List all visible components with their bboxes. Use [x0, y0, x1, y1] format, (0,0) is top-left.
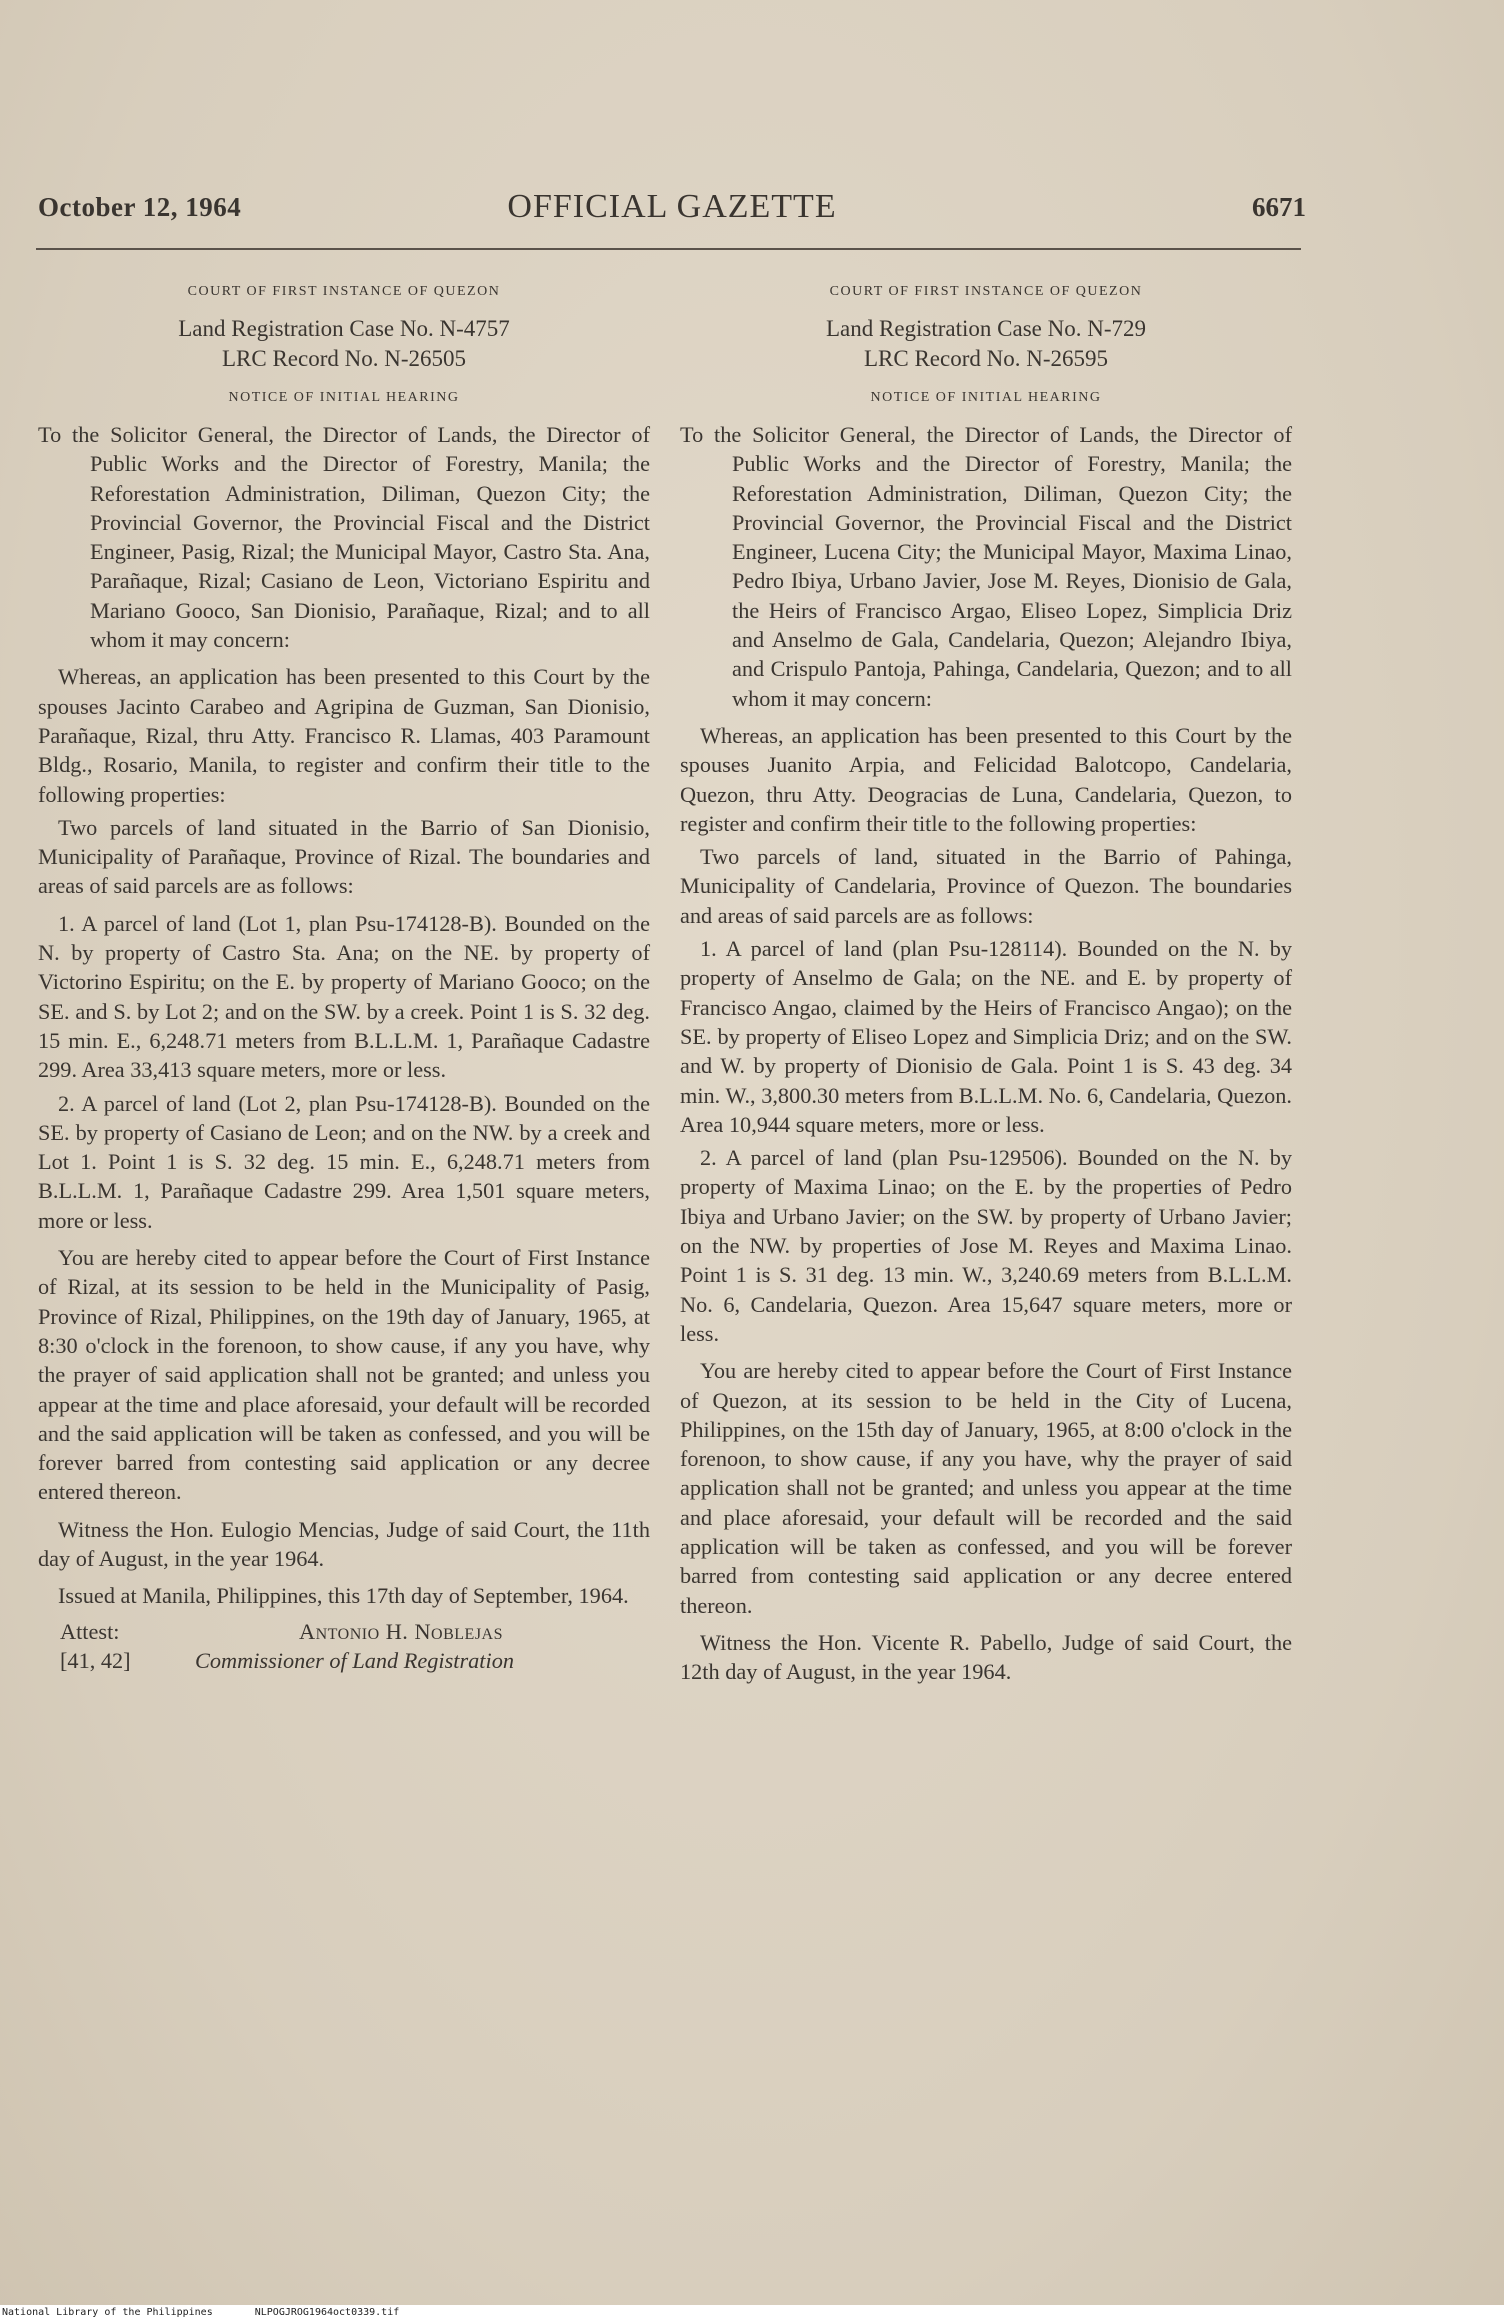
body-paragraph: Whereas, an application has been presented to this Court by the spouses Jacinto Carabeo and Agripina de Guzman, San Dionisio, Parañaque, Rizal, thru Atty. Francisco R. Llamas, 403 Paramount Bldg., Rosario, Manila, to register and confirm their title to the following properties: — [38, 664, 650, 807]
parcel-description: 1. A parcel of land (Lot 1, plan Psu-174128-B). Bounded on the N. by property of Castro Sta. Ana; on the NE. by property of Victorino Espiritu; on the E. by property of Mariano Gooco; on the SE. and S. by Lot 2; and on the SW. by a creek. Point 1 is S. 32 deg. 15 min. E., 6,248.71 meters from B.L.L.M. 1, Parañaque Cadastre 299. Area 33,413 square meters, more or less. — [38, 910, 650, 1083]
body-paragraph: Whereas, an application has been presented to this Court by the spouses Juanito Arpia, and Felicidad Balotcopo, Candelaria, Quezon, thru Atty. Deogracias de Luna, Candelaria, Quezon, to register and confirm their title to the following properties: — [680, 722, 1292, 836]
court-heading: COURT OF FIRST INSTANCE OF QUEZON — [829, 284, 1143, 299]
address-paragraph: To the Solicitor General, the Director of Lands, the Director of Public Works and the Director of Forestry, Manila; the Reforestation Administration, Diliman, Quezon City; the Provincial Governor, the Provincial Fiscal and the District Engineer, Lucena City; the Municipal Mayor, Maxima Linao, Pedro Ibiya, Urbano Javier, Jose M. Reyes, Dionisio de Gala, the Heirs of Francisco Argao, Eliseo Lopez, Simplicia Driz and Anselmo de Gala, Candelaria, Quezon; Alejandro Ibiya, and Crispulo Pantoja, Pahinga, Candelaria, Quezon; and to all whom it may concern: — [680, 422, 1292, 711]
attest-label: Attest: — [60, 1618, 120, 1644]
parcel-description: 2. A parcel of land (plan Psu-129506). Bounded on the N. by property of Maxima Linao; on the E. by the properties of Pedro Ibiya and Urbano Javier; on the SW. by property of Urbano Javier; on the NW. by properties of Jose M. Reyes and Maxima Linao. Point 1 is S. 31 deg. 13 min. W., 3,240.69 meters from B.L.L.M. No. 6, Candelaria, Quezon. Area 15,647 square meters, more or less. — [680, 1145, 1292, 1346]
issued-paragraph: Issued at Manila, Philippines, this 17th day of September, 1964. — [58, 1583, 629, 1609]
reference-numbers: [41, 42] — [60, 1647, 131, 1673]
header-title: OFFICIAL GAZETTE — [507, 188, 837, 225]
body-paragraph: Two parcels of land, situated in the Barrio of Pahinga, Municipality of Candelaria, Province of Quezon. The boundaries and areas of said parcels are as follows: — [680, 844, 1292, 928]
court-heading: COURT OF FIRST INSTANCE OF QUEZON — [187, 284, 501, 299]
address-paragraph: To the Solicitor General, the Director of Lands, the Director of Public Works and the Director of Forestry, Manila; the Reforestation Administration, Diliman, Quezon City; the Provincial Governor, the Provincial Fiscal and the District Engineer, Pasig, Rizal; the Municipal Mayor, Castro Sta. Ana, Parañaque, Rizal; Casiano de Leon, Victoriano Espiritu and Mariano Gooco, San Dionisio, Parañaque, Rizal; and to all whom it may concern: — [38, 422, 650, 653]
lrc-record: LRC Record No. N-26595 — [863, 346, 1109, 371]
header-date: October 12, 1964 — [38, 192, 242, 222]
witness-paragraph: Witness the Hon. Eulogio Mencias, Judge of said Court, the 11th day of August, in the year 1964. — [38, 1516, 650, 1571]
case-number: Land Registration Case No. N-729 — [825, 316, 1147, 341]
left-notice — [38, 282, 650, 1679]
scan-footer — [0, 2305, 1504, 2321]
notice-title: NOTICE OF INITIAL HEARING — [870, 390, 1102, 405]
parcel-description: 1. A parcel of land (plan Psu-128114). Bounded on the N. by property of Anselmo de Gala; on the NE. and E. by property of Francisco Angao, claimed by the Heirs of Francisco Angao); on the SE. by property of Eliseo Lopez and Simplicia Driz; and on the SW. and W. by property of Dionisio de Gala. Point 1 is S. 43 deg. 34 min. W., 3,800.30 meters from B.L.L.M. No. 6, Candelaria, Quezon. Area 10,944 square meters, more or less. — [680, 936, 1292, 1137]
footer-library: National Library of the Philippines — [2, 2307, 213, 2318]
witness-paragraph: Witness the Hon. Vicente R. Pabello, Judge of said Court, the 12th day of August, in the year 1964. — [680, 1629, 1292, 1685]
notice-title: NOTICE OF INITIAL HEARING — [228, 390, 460, 405]
signatory-title: Commissioner of Land Registration — [195, 1647, 514, 1673]
signature-block — [38, 1617, 650, 1679]
header-rule — [36, 248, 1301, 250]
header-page-number: 6671 — [1252, 192, 1306, 222]
signatory-name: Antonio H. Noblejas — [299, 1618, 504, 1644]
footer-filename: NLPOGJROG1964oct0339.tif — [254, 2307, 400, 2318]
body-paragraph: Two parcels of land situated in the Barrio of San Dionisio, Municipality of Parañaque, Province of Rizal. The boundaries and areas of said parcels are as follows: — [38, 814, 650, 899]
parcel-description: 2. A parcel of land (Lot 2, plan Psu-174128-B). Bounded on the SE. by property of Casiano de Leon; and on the NW. by a creek and Lot 1. Point 1 is S. 32 deg. 15 min. E., 6,248.71 meters from B.L.L.M. 1, Parañaque Cadastre 299. Area 1,501 square meters, more or less. — [38, 1090, 650, 1233]
right-notice — [680, 282, 1292, 1690]
case-number: Land Registration Case No. N-4757 — [178, 316, 510, 341]
lrc-record: LRC Record No. N-26505 — [221, 346, 467, 371]
page-header — [38, 188, 1306, 244]
body-paragraph: You are hereby cited to appear before the Court of First Instance of Rizal, at its session to be held in the Municipality of Pasig, Province of Rizal, Philippines, on the 19th day of January, 1965, at 8:30 o'clock in the forenoon, to show cause, if any you have, why the prayer of said application shall not be granted; and unless you appear at the time and place aforesaid, your default will be recorded and the said application will be taken as confessed, and you will be forever barred from contesting said application or any decree entered thereon. — [38, 1245, 650, 1505]
body-paragraph: You are hereby cited to appear before the Court of First Instance of Quezon, at its session to be held in the City of Lucena, Philippines, on the 15th day of January, 1965, at 8:00 o'clock in the forenoon, to show cause, if any you have, why the prayer of said application shall not be granted; and unless you appear at the time and place aforesaid, your default will be recorded and the said application will be taken as confessed, and you will be forever barred from contesting said application or any decree entered thereon. — [680, 1358, 1292, 1618]
